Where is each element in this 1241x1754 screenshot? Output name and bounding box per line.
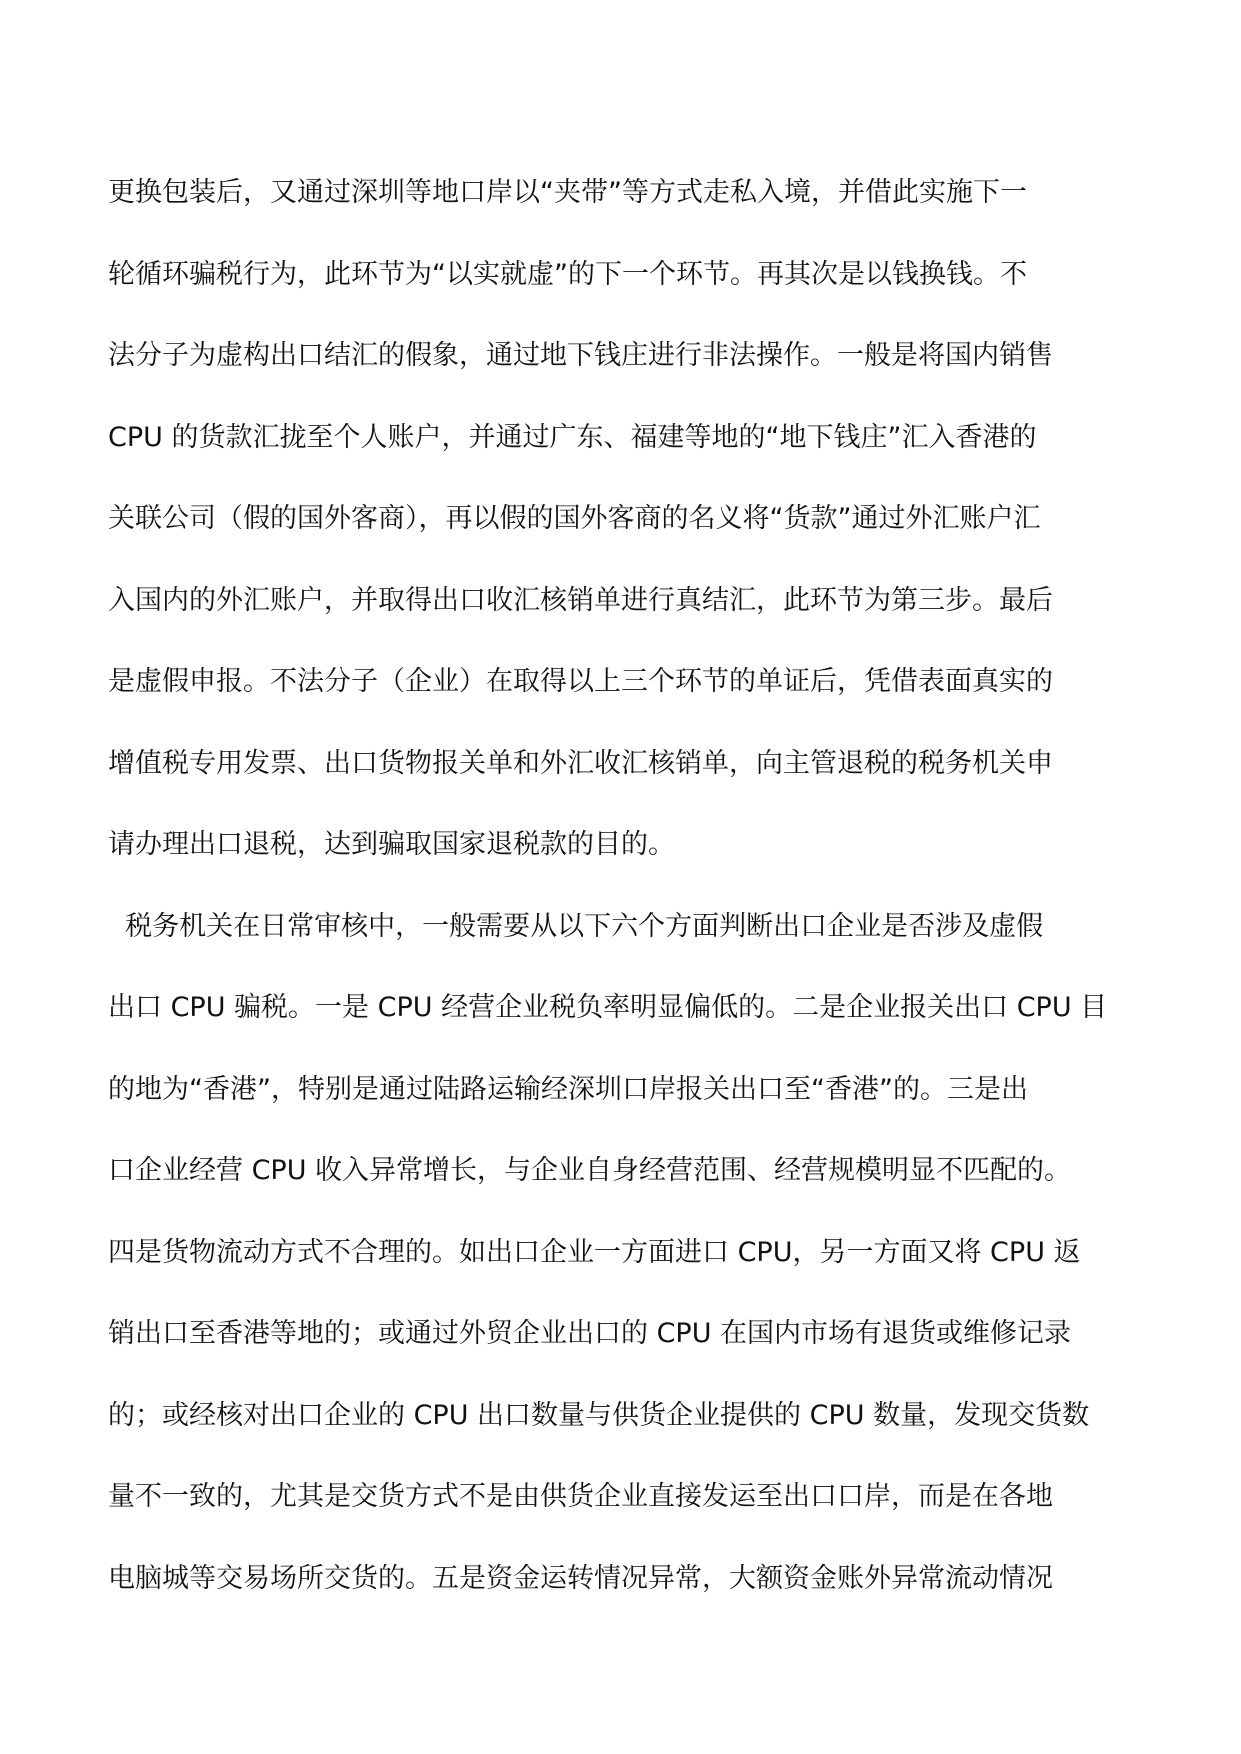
text-line: 轮循环骗税行为，此环节为“以实就虚”的下一个环节。再其次是以钱换钱。不 xyxy=(108,258,1027,290)
text-line: 税务机关在日常审核中，一般需要从以下六个方面判断出口企业是否涉及虚假 xyxy=(108,910,1044,942)
text-line: 的；或经核对出口企业的 CPU 出口数量与供货企业提供的 CPU 数量，发现交货数 xyxy=(108,1399,1090,1431)
text-line: 量不一致的，尤其是交货方式不是由供货企业直接发运至出口口岸，而是在各地 xyxy=(108,1481,1053,1512)
text-line: 请办理出口退税，达到骗取国家退税款的目的。 xyxy=(108,829,675,860)
text-line: 出口 CPU 骗税。一是 CPU 经营企业税负率明显偏低的。二是企业报关出口 CPU 目 xyxy=(108,992,1108,1023)
text-line: 增值税专用发票、出口货物报关单和外汇收汇核销单，向主管退税的税务机关申 xyxy=(108,747,1053,779)
text-line: 更换包装后，又通过深圳等地口岸以“夹带”等方式走私入境，并借此实施下一 xyxy=(108,177,1027,208)
text-line: 入国内的外汇账户，并取得出口收汇核销单进行真结汇，此环节为第三步。最后 xyxy=(108,584,1053,616)
text-line: 口企业经营 CPU 收入异常增长，与企业自身经营范围、经营规模明显不匹配的。 xyxy=(108,1155,1072,1186)
text-line: 是虚假申报。不法分子（企业）在取得以上三个环节的单证后，凭借表面真实的 xyxy=(108,666,1053,697)
text-line: 法分子为虚构出口结汇的假象，通过地下钱庄进行非法操作。一般是将国内销售 xyxy=(108,340,1053,371)
text-line: 四是货物流动方式不合理的。如出口企业一方面进口 CPU，另一方面又将 CPU 返 xyxy=(108,1236,1081,1268)
text-line: CPU 的货款汇拢至个人账户，并通过广东、福建等地的“地下钱庄”汇入香港的 xyxy=(108,421,1037,453)
text-line: 关联公司（假的国外客商），再以假的国外客商的名义将“货款”通过外汇账户汇 xyxy=(108,503,1041,534)
text-line: 电脑城等交易场所交货的。五是资金运转情况异常，大额资金账外异常流动情况 xyxy=(108,1562,1053,1594)
body-text xyxy=(108,152,1138,1619)
text-line: 销出口至香港等地的；或通过外贸企业出口的 CPU 在国内市场有退货或维修记录 xyxy=(108,1318,1072,1349)
text-line: 的地为“香港”，特别是通过陆路运输经深圳口岸报关出口至“香港”的。三是出 xyxy=(108,1073,1028,1105)
